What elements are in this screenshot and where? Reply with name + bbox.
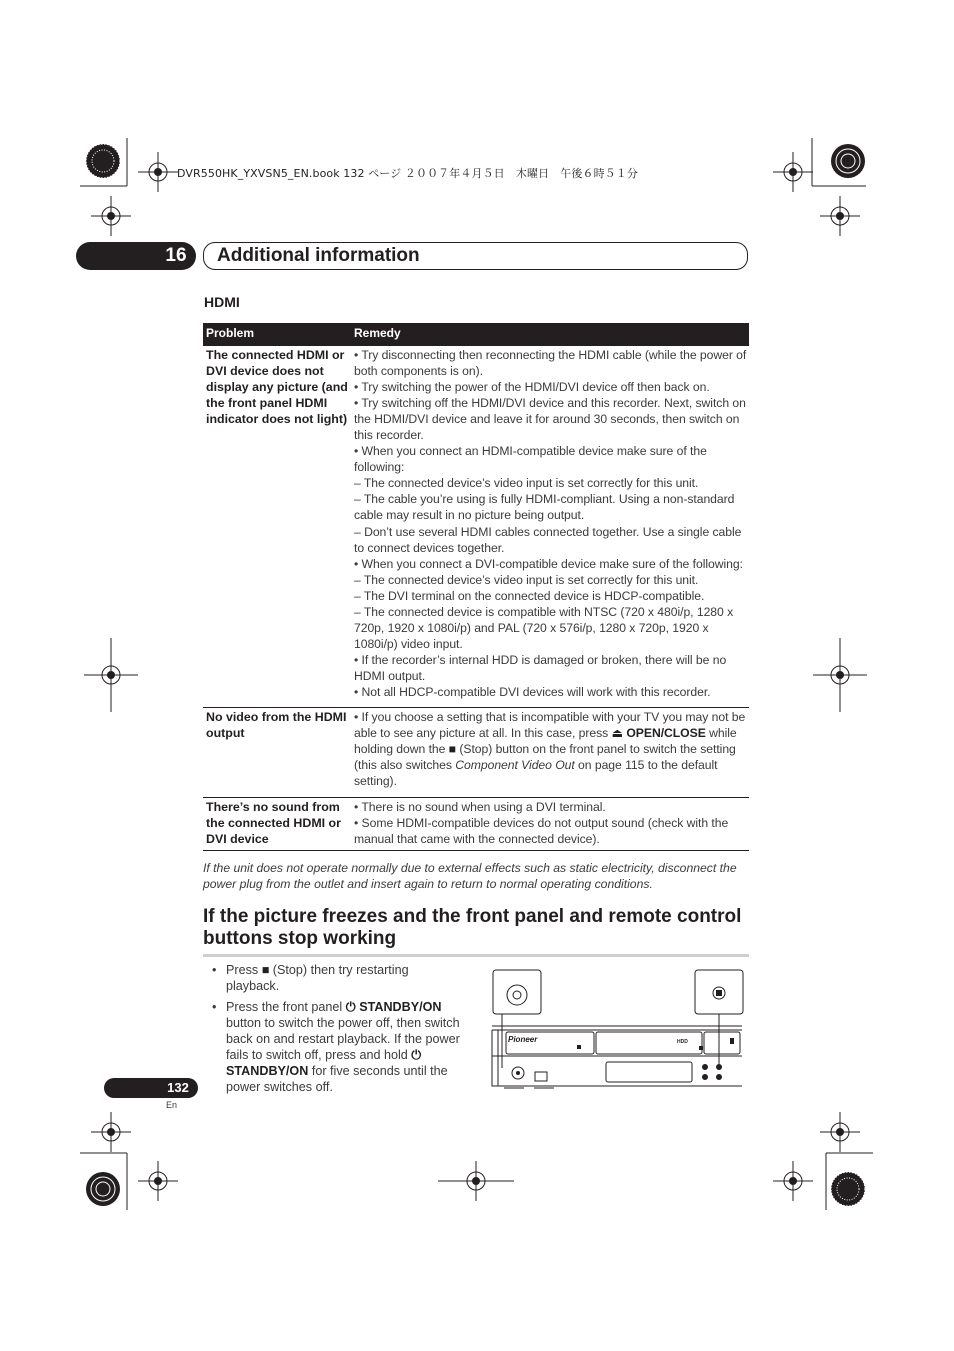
problem-cell: No video from the HDMI output [206,710,347,740]
column-header-problem: Problem [206,326,255,340]
svg-text:Pioneer: Pioneer [508,1035,538,1044]
problem-cell: The connected HDMI or DVI device does not display any picture (and the front panel HDMI indicator does not light) [206,348,348,426]
remedy-line: • Try disconnecting then reconnecting the HDMI cable (while the power of both components is on). [354,348,747,379]
problem-cell: There’s no sound from the connected HDMI or DVI device [206,800,341,846]
heading-rule [203,954,749,957]
power-icon: ⏻ [411,1048,422,1062]
table-row [203,346,749,708]
note-text: If the unit does not operate normally due to external effects such as static electricity, disconnect the power plug from the outlet and insert again to return to normal operating conditions. [203,861,737,891]
remedy-line: • If the recorder’s internal HDD is damaged or broken, there will be no HDMI output. [354,652,727,683]
table-header [203,323,749,346]
remedy-cell [354,709,750,789]
remedy-line: • Try switching the power of the HDMI/DVI device off then back on. [354,380,710,395]
page-number: 132 [167,1080,189,1095]
open-close-label: OPEN/CLOSE [626,726,706,741]
remedy-line: • When you connect a DVI-compatible device make sure of the following: [354,556,743,571]
chapter-title: Additional information [217,245,420,266]
remedy-line: – Don’t use several HDMI cables connected together. Use a single cable to connect devices together. [354,524,742,555]
eject-icon: ⏏ [611,726,624,741]
list-item: • Press ■ (Stop) then try restarting playback. [212,963,409,993]
hdd-label: HDD [677,1039,688,1045]
remedy-line: • When you connect an HDMI-compatible device make sure of the following: [354,444,707,475]
table-row [203,798,749,851]
remedy-line: • Not all HDCP-compatible DVI devices will work with this recorder. [354,684,711,699]
remedy-line: • Some HDMI-compatible devices do not output sound (check with the manual that came with the connected device). [354,816,729,847]
remedy-cell [354,347,750,700]
page-language: En [166,1100,178,1110]
front-panel-illustration [490,968,750,1098]
subsection-heading: If the picture freezes and the front panel and remote control buttons stop working [203,906,742,949]
standby-on-label: STANDBY/ON [226,1064,309,1078]
list-item: • Press the front panel ⏻ STANDBY/ON button to switch the power off, then switch back on and restart playback. If the power fails to switch off, press and hold ⏻ STANDBY/ON for five seconds until the power switches off. [212,1000,460,1094]
remedy-line: – The cable you’re using is fully HDMI-compliant. Using a non-standard cable may result in no picture being output. [354,492,735,523]
standby-on-label: STANDBY/ON [359,1000,442,1014]
power-icon: ⏻ [345,1000,356,1014]
remedy-line: – The connected device is compatible with NTSC (720 x 480i/p, 1280 x 720p, 1920 x 1080i/p) and PAL (720 x 576i/p, 1280 x 720p, 1920 x 1080i/p) video input. [354,604,734,651]
remedy-line: • There is no sound when using a DVI terminal. [354,800,606,814]
remedy-line: – The connected device’s video input is set correctly for this unit. [354,572,699,587]
instruction-list [212,962,462,1100]
menu-item-name: Component Video Out [455,758,575,773]
print-slug: DVR550HK_YXVSN5_EN.book 132 ページ ２００７年４月５日 木曜日 午後６時５１分 [177,167,638,180]
remedy-line: – The connected device’s video input is set correctly for this unit. [354,476,699,491]
remedy-line: • Try switching off the HDMI/DVI device and this recorder. Next, switch on the HDMI/DVI device and leave it for around 30 seconds, then switch on this recorder. [354,396,746,443]
remedy-line: – The DVI terminal on the connected device is HDCP-compatible. [354,588,705,603]
stop-icon: ■ [448,742,457,757]
section-heading: HDMI [204,294,240,310]
remedy-line: • If you choose a setting that is incompatible with your TV you may not be able to see any picture at all. In this case, press ⏏ OPEN/CLOSE while holding down the ■ (Stop) button on the front panel to switch the setting (this also switches Component Video Out on page 115 to the default setting). [354,710,746,789]
chapter-number: 16 [165,245,187,266]
remedy-cell [354,799,750,847]
column-header-remedy: Remedy [354,326,401,340]
stop-icon: ■ [261,963,270,977]
table-row [203,708,749,798]
